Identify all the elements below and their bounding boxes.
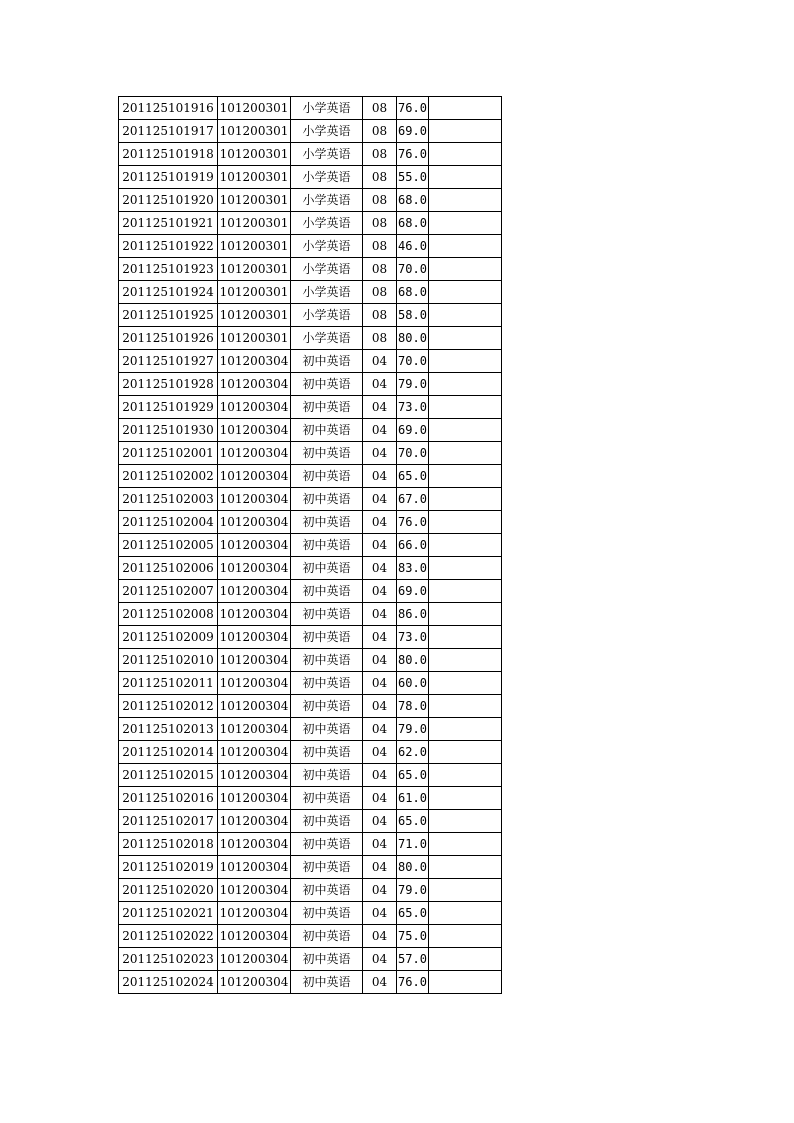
candidate-id-cell: 201125101918 xyxy=(119,143,218,166)
group-code-cell: 08 xyxy=(363,304,397,327)
group-code-cell: 08 xyxy=(363,166,397,189)
candidate-id-cell: 201125102011 xyxy=(119,672,218,695)
candidate-id-cell: 201125101927 xyxy=(119,350,218,373)
group-code-cell: 04 xyxy=(363,856,397,879)
subject-cell: 初中英语 xyxy=(291,833,363,856)
candidate-id-cell: 201125102014 xyxy=(119,741,218,764)
table-row xyxy=(119,879,502,902)
position-code-cell: 101200304 xyxy=(218,603,291,626)
candidate-id-cell: 201125102001 xyxy=(119,442,218,465)
remark-cell xyxy=(429,810,502,833)
score-cell: 83.0 xyxy=(397,557,429,580)
subject-cell: 初中英语 xyxy=(291,649,363,672)
score-cell: 66.0 xyxy=(397,534,429,557)
table-row xyxy=(119,741,502,764)
score-cell: 80.0 xyxy=(397,649,429,672)
table-row xyxy=(119,695,502,718)
candidate-id-cell: 201125102010 xyxy=(119,649,218,672)
subject-cell: 初中英语 xyxy=(291,396,363,419)
remark-cell xyxy=(429,258,502,281)
remark-cell xyxy=(429,649,502,672)
score-cell: 73.0 xyxy=(397,626,429,649)
position-code-cell: 101200301 xyxy=(218,97,291,120)
table-row xyxy=(119,902,502,925)
score-cell: 76.0 xyxy=(397,971,429,994)
table-row xyxy=(119,258,502,281)
table-row xyxy=(119,235,502,258)
subject-cell: 初中英语 xyxy=(291,695,363,718)
candidate-id-cell: 201125101929 xyxy=(119,396,218,419)
table-row xyxy=(119,626,502,649)
candidate-id-cell: 201125102024 xyxy=(119,971,218,994)
group-code-cell: 04 xyxy=(363,948,397,971)
position-code-cell: 101200304 xyxy=(218,879,291,902)
candidate-id-cell: 201125101923 xyxy=(119,258,218,281)
group-code-cell: 04 xyxy=(363,350,397,373)
remark-cell xyxy=(429,787,502,810)
score-cell: 86.0 xyxy=(397,603,429,626)
table-row xyxy=(119,948,502,971)
subject-cell: 初中英语 xyxy=(291,741,363,764)
candidate-id-cell: 201125101916 xyxy=(119,97,218,120)
candidate-id-cell: 201125102020 xyxy=(119,879,218,902)
table-row xyxy=(119,419,502,442)
position-code-cell: 101200304 xyxy=(218,971,291,994)
table-row xyxy=(119,534,502,557)
subject-cell: 小学英语 xyxy=(291,97,363,120)
subject-cell: 小学英语 xyxy=(291,327,363,350)
score-cell: 70.0 xyxy=(397,258,429,281)
table-row xyxy=(119,511,502,534)
subject-cell: 初中英语 xyxy=(291,465,363,488)
remark-cell xyxy=(429,212,502,235)
subject-cell: 初中英语 xyxy=(291,672,363,695)
position-code-cell: 101200301 xyxy=(218,120,291,143)
remark-cell xyxy=(429,120,502,143)
score-cell: 79.0 xyxy=(397,718,429,741)
position-code-cell: 101200301 xyxy=(218,258,291,281)
subject-cell: 初中英语 xyxy=(291,419,363,442)
table-row xyxy=(119,833,502,856)
subject-cell: 初中英语 xyxy=(291,810,363,833)
group-code-cell: 04 xyxy=(363,764,397,787)
group-code-cell: 04 xyxy=(363,419,397,442)
group-code-cell: 04 xyxy=(363,465,397,488)
remark-cell xyxy=(429,442,502,465)
subject-cell: 小学英语 xyxy=(291,304,363,327)
remark-cell xyxy=(429,971,502,994)
remark-cell xyxy=(429,925,502,948)
candidate-id-cell: 201125101917 xyxy=(119,120,218,143)
candidate-id-cell: 201125102012 xyxy=(119,695,218,718)
subject-cell: 初中英语 xyxy=(291,373,363,396)
candidate-id-cell: 201125102008 xyxy=(119,603,218,626)
table-row xyxy=(119,787,502,810)
table-row xyxy=(119,166,502,189)
table-row xyxy=(119,925,502,948)
remark-cell xyxy=(429,833,502,856)
candidate-id-cell: 201125101928 xyxy=(119,373,218,396)
group-code-cell: 04 xyxy=(363,925,397,948)
position-code-cell: 101200304 xyxy=(218,925,291,948)
score-cell: 80.0 xyxy=(397,856,429,879)
table-row xyxy=(119,465,502,488)
group-code-cell: 04 xyxy=(363,718,397,741)
group-code-cell: 04 xyxy=(363,879,397,902)
table-row xyxy=(119,373,502,396)
remark-cell xyxy=(429,902,502,925)
remark-cell xyxy=(429,327,502,350)
group-code-cell: 04 xyxy=(363,741,397,764)
remark-cell xyxy=(429,718,502,741)
position-code-cell: 101200301 xyxy=(218,327,291,350)
subject-cell: 初中英语 xyxy=(291,764,363,787)
table-row xyxy=(119,764,502,787)
candidate-id-cell: 201125101925 xyxy=(119,304,218,327)
candidate-id-cell: 201125102004 xyxy=(119,511,218,534)
remark-cell xyxy=(429,373,502,396)
remark-cell xyxy=(429,695,502,718)
table-row xyxy=(119,396,502,419)
subject-cell: 初中英语 xyxy=(291,603,363,626)
candidate-id-cell: 201125102013 xyxy=(119,718,218,741)
subject-cell: 初中英语 xyxy=(291,442,363,465)
position-code-cell: 101200304 xyxy=(218,626,291,649)
group-code-cell: 04 xyxy=(363,695,397,718)
score-cell: 65.0 xyxy=(397,902,429,925)
candidate-id-cell: 201125101922 xyxy=(119,235,218,258)
table-row xyxy=(119,350,502,373)
group-code-cell: 04 xyxy=(363,787,397,810)
score-cell: 65.0 xyxy=(397,465,429,488)
remark-cell xyxy=(429,281,502,304)
position-code-cell: 101200301 xyxy=(218,189,291,212)
remark-cell xyxy=(429,511,502,534)
candidate-id-cell: 201125101924 xyxy=(119,281,218,304)
remark-cell xyxy=(429,419,502,442)
score-cell: 76.0 xyxy=(397,511,429,534)
score-cell: 69.0 xyxy=(397,419,429,442)
position-code-cell: 101200304 xyxy=(218,534,291,557)
subject-cell: 初中英语 xyxy=(291,534,363,557)
remark-cell xyxy=(429,672,502,695)
remark-cell xyxy=(429,396,502,419)
subject-cell: 初中英语 xyxy=(291,488,363,511)
score-cell: 70.0 xyxy=(397,442,429,465)
remark-cell xyxy=(429,166,502,189)
position-code-cell: 101200304 xyxy=(218,718,291,741)
score-cell: 75.0 xyxy=(397,925,429,948)
group-code-cell: 04 xyxy=(363,672,397,695)
group-code-cell: 04 xyxy=(363,580,397,603)
position-code-cell: 101200301 xyxy=(218,143,291,166)
score-cell: 76.0 xyxy=(397,143,429,166)
remark-cell xyxy=(429,534,502,557)
subject-cell: 小学英语 xyxy=(291,258,363,281)
remark-cell xyxy=(429,143,502,166)
group-code-cell: 08 xyxy=(363,97,397,120)
subject-cell: 初中英语 xyxy=(291,879,363,902)
score-cell: 65.0 xyxy=(397,764,429,787)
score-sheet xyxy=(118,96,502,994)
candidate-id-cell: 201125102023 xyxy=(119,948,218,971)
score-cell: 80.0 xyxy=(397,327,429,350)
subject-cell: 初中英语 xyxy=(291,787,363,810)
candidate-id-cell: 201125102015 xyxy=(119,764,218,787)
candidate-id-cell: 201125102022 xyxy=(119,925,218,948)
candidate-id-cell: 201125102007 xyxy=(119,580,218,603)
group-code-cell: 04 xyxy=(363,534,397,557)
remark-cell xyxy=(429,350,502,373)
table-row xyxy=(119,212,502,235)
position-code-cell: 101200304 xyxy=(218,465,291,488)
candidate-id-cell: 201125102018 xyxy=(119,833,218,856)
position-code-cell: 101200301 xyxy=(218,166,291,189)
position-code-cell: 101200304 xyxy=(218,833,291,856)
remark-cell xyxy=(429,879,502,902)
position-code-cell: 101200304 xyxy=(218,350,291,373)
table-row xyxy=(119,971,502,994)
position-code-cell: 101200304 xyxy=(218,672,291,695)
group-code-cell: 08 xyxy=(363,120,397,143)
subject-cell: 小学英语 xyxy=(291,143,363,166)
group-code-cell: 04 xyxy=(363,373,397,396)
group-code-cell: 04 xyxy=(363,649,397,672)
candidate-id-cell: 201125102005 xyxy=(119,534,218,557)
score-cell: 61.0 xyxy=(397,787,429,810)
group-code-cell: 04 xyxy=(363,833,397,856)
score-cell: 67.0 xyxy=(397,488,429,511)
position-code-cell: 101200301 xyxy=(218,212,291,235)
group-code-cell: 04 xyxy=(363,442,397,465)
table-row xyxy=(119,97,502,120)
remark-cell xyxy=(429,626,502,649)
subject-cell: 小学英语 xyxy=(291,189,363,212)
group-code-cell: 04 xyxy=(363,902,397,925)
remark-cell xyxy=(429,235,502,258)
score-table xyxy=(118,96,502,994)
position-code-cell: 101200304 xyxy=(218,396,291,419)
subject-cell: 初中英语 xyxy=(291,925,363,948)
subject-cell: 小学英语 xyxy=(291,212,363,235)
remark-cell xyxy=(429,488,502,511)
position-code-cell: 101200304 xyxy=(218,810,291,833)
subject-cell: 小学英语 xyxy=(291,235,363,258)
score-cell: 60.0 xyxy=(397,672,429,695)
table-row xyxy=(119,580,502,603)
position-code-cell: 101200304 xyxy=(218,787,291,810)
score-cell: 69.0 xyxy=(397,580,429,603)
score-cell: 71.0 xyxy=(397,833,429,856)
table-row xyxy=(119,718,502,741)
score-cell: 68.0 xyxy=(397,212,429,235)
remark-cell xyxy=(429,580,502,603)
position-code-cell: 101200304 xyxy=(218,488,291,511)
score-cell: 69.0 xyxy=(397,120,429,143)
candidate-id-cell: 201125102009 xyxy=(119,626,218,649)
score-cell: 62.0 xyxy=(397,741,429,764)
group-code-cell: 08 xyxy=(363,281,397,304)
table-row xyxy=(119,304,502,327)
position-code-cell: 101200304 xyxy=(218,741,291,764)
score-table-body xyxy=(119,97,502,994)
candidate-id-cell: 201125101919 xyxy=(119,166,218,189)
group-code-cell: 04 xyxy=(363,557,397,580)
position-code-cell: 101200304 xyxy=(218,419,291,442)
group-code-cell: 08 xyxy=(363,258,397,281)
candidate-id-cell: 201125102019 xyxy=(119,856,218,879)
score-cell: 79.0 xyxy=(397,373,429,396)
score-cell: 68.0 xyxy=(397,189,429,212)
candidate-id-cell: 201125101920 xyxy=(119,189,218,212)
subject-cell: 初中英语 xyxy=(291,718,363,741)
score-cell: 78.0 xyxy=(397,695,429,718)
remark-cell xyxy=(429,764,502,787)
score-cell: 55.0 xyxy=(397,166,429,189)
position-code-cell: 101200304 xyxy=(218,557,291,580)
group-code-cell: 08 xyxy=(363,212,397,235)
candidate-id-cell: 201125101930 xyxy=(119,419,218,442)
candidate-id-cell: 201125102002 xyxy=(119,465,218,488)
subject-cell: 小学英语 xyxy=(291,120,363,143)
group-code-cell: 04 xyxy=(363,971,397,994)
table-row xyxy=(119,120,502,143)
group-code-cell: 08 xyxy=(363,189,397,212)
table-row xyxy=(119,442,502,465)
position-code-cell: 101200301 xyxy=(218,235,291,258)
position-code-cell: 101200304 xyxy=(218,695,291,718)
table-row xyxy=(119,143,502,166)
position-code-cell: 101200304 xyxy=(218,580,291,603)
group-code-cell: 08 xyxy=(363,327,397,350)
position-code-cell: 101200304 xyxy=(218,442,291,465)
position-code-cell: 101200304 xyxy=(218,373,291,396)
group-code-cell: 04 xyxy=(363,603,397,626)
subject-cell: 初中英语 xyxy=(291,971,363,994)
table-row xyxy=(119,557,502,580)
candidate-id-cell: 201125102016 xyxy=(119,787,218,810)
score-cell: 46.0 xyxy=(397,235,429,258)
position-code-cell: 101200304 xyxy=(218,511,291,534)
candidate-id-cell: 201125102006 xyxy=(119,557,218,580)
remark-cell xyxy=(429,603,502,626)
group-code-cell: 04 xyxy=(363,810,397,833)
candidate-id-cell: 201125102003 xyxy=(119,488,218,511)
candidate-id-cell: 201125102017 xyxy=(119,810,218,833)
group-code-cell: 04 xyxy=(363,511,397,534)
remark-cell xyxy=(429,465,502,488)
subject-cell: 小学英语 xyxy=(291,166,363,189)
table-row xyxy=(119,603,502,626)
subject-cell: 初中英语 xyxy=(291,626,363,649)
group-code-cell: 04 xyxy=(363,396,397,419)
candidate-id-cell: 201125101921 xyxy=(119,212,218,235)
table-row xyxy=(119,488,502,511)
group-code-cell: 04 xyxy=(363,626,397,649)
position-code-cell: 101200301 xyxy=(218,304,291,327)
score-cell: 70.0 xyxy=(397,350,429,373)
table-row xyxy=(119,281,502,304)
subject-cell: 初中英语 xyxy=(291,350,363,373)
subject-cell: 初中英语 xyxy=(291,557,363,580)
position-code-cell: 101200304 xyxy=(218,764,291,787)
subject-cell: 初中英语 xyxy=(291,511,363,534)
table-row xyxy=(119,672,502,695)
score-cell: 58.0 xyxy=(397,304,429,327)
score-cell: 76.0 xyxy=(397,97,429,120)
score-cell: 65.0 xyxy=(397,810,429,833)
subject-cell: 初中英语 xyxy=(291,902,363,925)
remark-cell xyxy=(429,741,502,764)
group-code-cell: 08 xyxy=(363,143,397,166)
table-row xyxy=(119,189,502,212)
subject-cell: 初中英语 xyxy=(291,856,363,879)
remark-cell xyxy=(429,557,502,580)
score-cell: 68.0 xyxy=(397,281,429,304)
score-cell: 79.0 xyxy=(397,879,429,902)
subject-cell: 初中英语 xyxy=(291,948,363,971)
subject-cell: 初中英语 xyxy=(291,580,363,603)
remark-cell xyxy=(429,856,502,879)
remark-cell xyxy=(429,304,502,327)
remark-cell xyxy=(429,948,502,971)
remark-cell xyxy=(429,189,502,212)
table-row xyxy=(119,856,502,879)
position-code-cell: 101200304 xyxy=(218,649,291,672)
position-code-cell: 101200304 xyxy=(218,948,291,971)
position-code-cell: 101200304 xyxy=(218,902,291,925)
score-cell: 57.0 xyxy=(397,948,429,971)
group-code-cell: 08 xyxy=(363,235,397,258)
position-code-cell: 101200304 xyxy=(218,856,291,879)
table-row xyxy=(119,327,502,350)
score-cell: 73.0 xyxy=(397,396,429,419)
table-row xyxy=(119,649,502,672)
position-code-cell: 101200301 xyxy=(218,281,291,304)
candidate-id-cell: 201125102021 xyxy=(119,902,218,925)
remark-cell xyxy=(429,97,502,120)
group-code-cell: 04 xyxy=(363,488,397,511)
candidate-id-cell: 201125101926 xyxy=(119,327,218,350)
table-row xyxy=(119,810,502,833)
subject-cell: 小学英语 xyxy=(291,281,363,304)
